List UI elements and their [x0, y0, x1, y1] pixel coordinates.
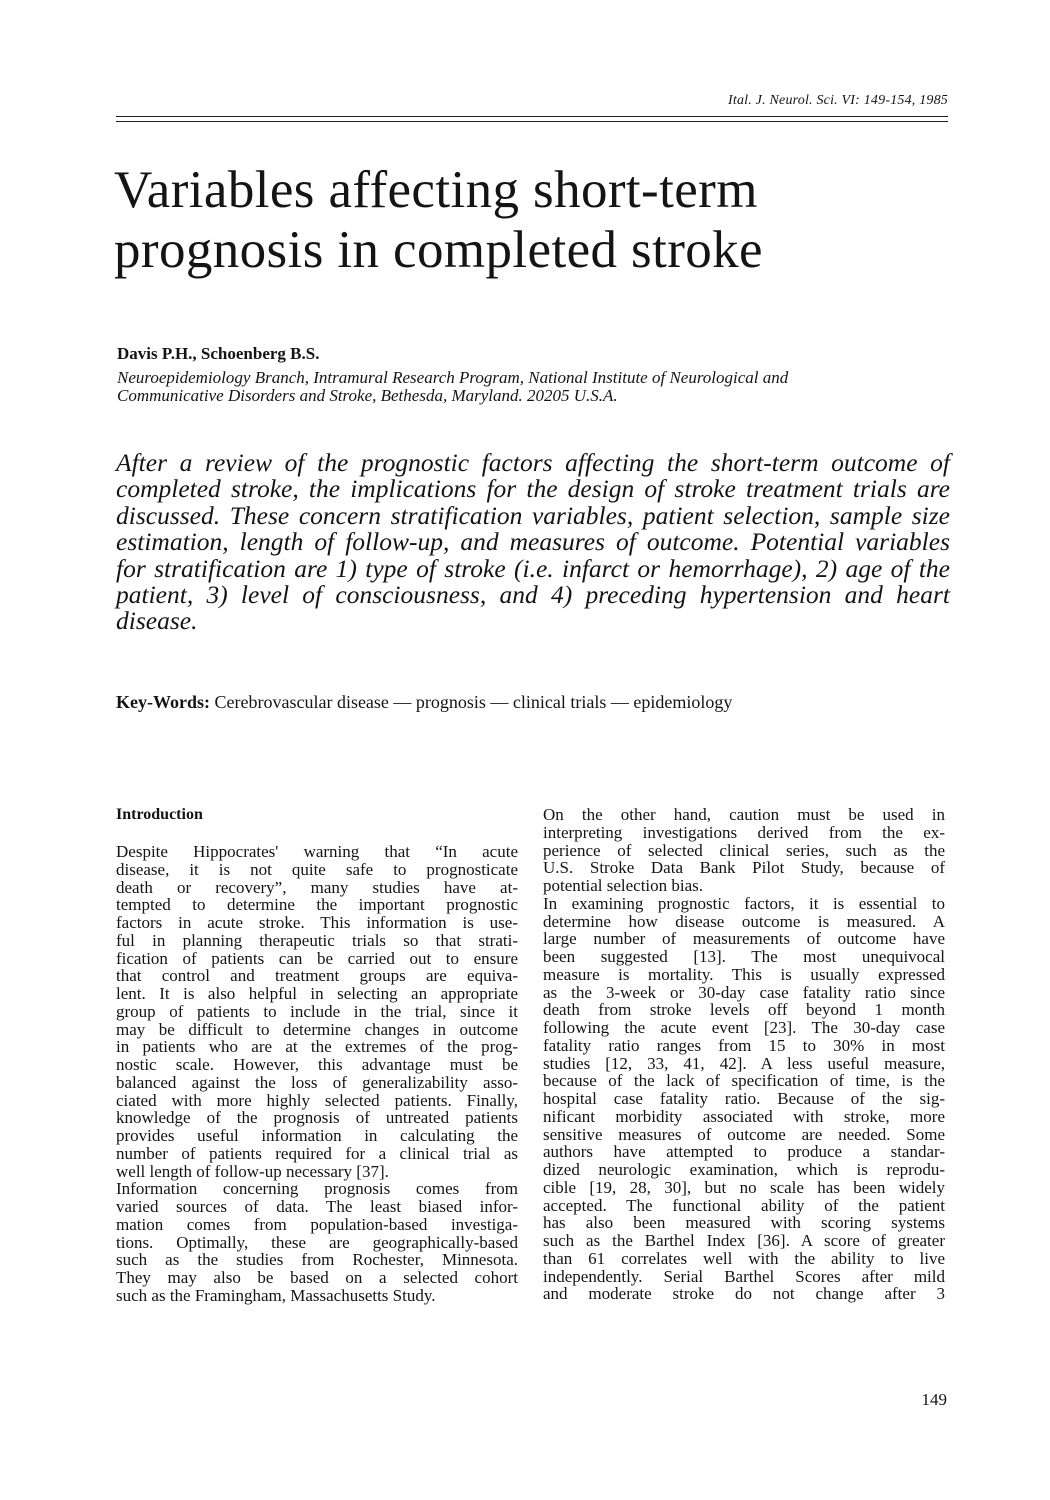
body-text-line: nificant morbidity associated with stroke, more	[543, 1106, 945, 1126]
affiliation	[117, 369, 949, 405]
body-text-line: because of the lack of specification of time, is the	[543, 1071, 945, 1091]
affiliation-line: Neuroepidemiology Branch, Intramural Research Program, National Institute of Neurological and	[117, 368, 789, 387]
body-text-line: measure is mortality. This is usually expressed	[543, 964, 945, 984]
abstract-line: After a review of the prognostic factors affecting the short-term outcome of	[116, 448, 950, 477]
body-text-line: number of patients required for a clinical trial as	[116, 1143, 518, 1163]
body-text-line: accepted. The functional ability of the patient	[543, 1195, 945, 1215]
body-text-line: independently. Serial Barthel Scores after mild	[543, 1266, 945, 1286]
body-text-line: that control and treatment groups are equiva-	[116, 966, 518, 986]
paper-title	[114, 160, 954, 280]
body-text-line: been suggested [13]. The most unequivocal	[543, 947, 945, 966]
abstract-line: discussed. These concern stratification variables, patient selection, sample size	[116, 500, 950, 530]
body-text-line: Despite Hippocrates' warning that “In acute	[116, 842, 518, 861]
body-text-line: well length of follow-up necessary [37].	[116, 1161, 389, 1181]
body-text-line: disease, it is not quite safe to prognosticate	[116, 859, 518, 879]
body-text-line: large number of measurements of outcome have	[543, 929, 945, 949]
body-text-line: mation comes from population-based investiga-	[116, 1214, 518, 1234]
journal-reference: Ital. J. Neurol. Sci. VI: 149-154, 1985	[728, 93, 948, 108]
body-text-line: tions. Optimally, these are geographically-based	[116, 1232, 518, 1252]
body-text-line: group of patients to include in the trial, since it	[116, 1001, 518, 1021]
body-text-line: sensitive measures of outcome are needed. Some	[543, 1124, 945, 1144]
section-heading: Introduction	[116, 806, 203, 823]
body-text-line: In examining prognostic factors, it is essential to	[543, 893, 945, 913]
body-text-line: fatality ratio ranges from 15 to 30% in most	[543, 1035, 945, 1055]
body-text-line: as the 3-week or 30-day case fatality ratio since	[543, 982, 945, 1002]
body-text-line: Information concerning prognosis comes from	[116, 1179, 518, 1199]
body-text-line: death or recovery”, many studies have at-	[116, 877, 518, 897]
abstract-line: disease.	[116, 606, 198, 636]
body-text-line: fication of patients can be carried out to ensure	[116, 948, 518, 968]
body-text-line: provides useful information in calculating the	[116, 1126, 518, 1145]
abstract-line: patient, 3) level of consciousness, and 4) preceding hypertension and heart	[116, 580, 950, 610]
body-text-line: tempted to determine the important prognostic	[116, 895, 518, 915]
body-text-line: U.S. Stroke Data Bank Pilot Study, because of	[543, 858, 945, 878]
keywords	[116, 692, 732, 713]
body-text-line: following the acute event [23]. The 30-day case	[543, 1018, 945, 1037]
abstract-line: estimation, length of follow-up, and measures of outcome. Potential variables	[116, 527, 950, 557]
body-text-line: They may also be based on a selected cohort	[116, 1268, 518, 1287]
body-text-line: death from stroke levels off beyond 1 month	[543, 1000, 945, 1020]
body-text-line: potential selection bias.	[543, 876, 704, 895]
body-text-line: knowledge of the prognosis of untreated patients	[116, 1108, 518, 1128]
body-text-line: hospital case fatality ratio. Because of the sig-	[543, 1089, 945, 1108]
body-text-line: may be difficult to determine changes in outcome	[116, 1019, 518, 1039]
body-text-line: in patients who are at the extremes of the prog-	[116, 1037, 518, 1057]
keywords-label: Key-Words:	[116, 692, 210, 712]
body-text-line: studies [12, 33, 41, 42]. A less useful measure,	[543, 1053, 945, 1073]
body-text-line: perience of selected clinical series, such as the	[543, 840, 945, 860]
affiliation-line: Communicative Disorders and Stroke, Bethesda, Maryland. 20205 U.S.A.	[117, 386, 618, 405]
keywords-text: Cerebrovascular disease — prognosis — clinical trials — epidemiology	[214, 692, 733, 712]
title-line: prognosis in completed stroke	[114, 221, 763, 279]
introduction-right-column	[543, 806, 945, 1303]
header-rule-top	[116, 116, 948, 117]
introduction-left-column	[116, 806, 518, 1305]
abstract-line: completed stroke, the implications for the design of stroke treatment trials are	[116, 474, 950, 504]
body-text-line: determine how disease outcome is measured. A	[543, 911, 945, 931]
body-text-line: such as the Barthel Index [36]. A score of greater	[543, 1231, 945, 1250]
body-text-line: authors have attempted to produce a standar-	[543, 1142, 945, 1162]
body-text-line: cible [19, 28, 30], but no scale has been widely	[543, 1177, 945, 1197]
body-text-line: On the other hand, caution must be used in	[543, 805, 945, 824]
body-text-line: nostic scale. However, this advantage must be	[116, 1055, 518, 1074]
body-text-line: has also been measured with scoring systems	[543, 1213, 945, 1233]
abstract-line: for stratification are 1) type of stroke (i.e. infarct or hemorrhage), 2) age of the	[116, 553, 950, 583]
authors: Davis P.H., Schoenberg B.S.	[117, 344, 320, 363]
body-text-line: factors in acute stroke. This information is use-	[116, 913, 518, 932]
title-line: Variables affecting short-term	[114, 161, 758, 219]
abstract	[116, 450, 950, 635]
header-rule-bottom	[116, 121, 948, 122]
body-text-line: such as the studies from Rochester, Minnesota.	[116, 1250, 518, 1270]
body-text-line: dized neurologic examination, which is reprodu-	[543, 1160, 945, 1179]
body-text-line: balanced against the loss of generalizability asso-	[116, 1072, 518, 1092]
body-text-line: than 61 correlates well with the ability to live	[543, 1248, 945, 1268]
body-text-line: ful in planning therapeutic trials so that strati-	[116, 930, 518, 950]
body-text-line: lent. It is also helpful in selecting an appropriate	[116, 984, 518, 1003]
page-number: 149	[921, 1390, 947, 1409]
body-text-line: ciated with more highly selected patients. Finally,	[116, 1090, 518, 1110]
body-text-line: such as the Framingham, Massachusetts Study.	[116, 1285, 436, 1305]
body-text-line: and moderate stroke do not change after 3	[543, 1284, 945, 1304]
body-text-line: interpreting investigations derived from the ex-	[543, 822, 945, 842]
body-text-line: varied sources of data. The least biased infor-	[116, 1197, 518, 1216]
